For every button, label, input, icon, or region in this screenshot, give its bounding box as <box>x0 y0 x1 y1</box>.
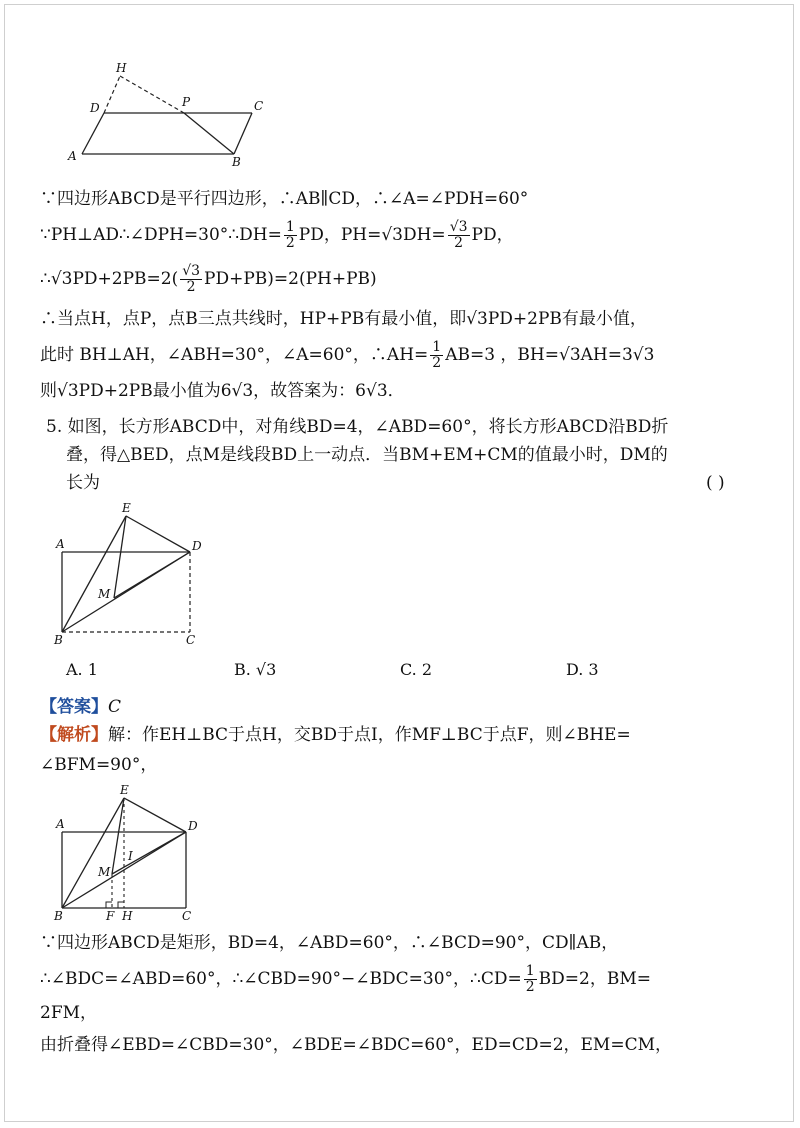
analysis-line-1: 【解析】解：作EH⊥BC于点H，交BD于点I，作MF⊥BC于点F，则∠BHE= <box>40 725 631 745</box>
prev-line-6: 则√3PD+2PB最小值为6√3，故答案为：6√3． <box>40 381 405 401</box>
fig3-label-i: I <box>128 849 133 863</box>
fig2-label-a: A <box>56 537 65 551</box>
fig2-label-c: C <box>186 633 196 647</box>
fig3-label-h: H <box>122 909 133 922</box>
prev-line-5: 此时 BH⊥AH，∠ABH=30°，∠A=60°，∴AH= $\frac{1}{2}$ AB=3 ，BH=√3AH=3√3 <box>40 339 655 371</box>
answer-tag: 【答案】 <box>40 697 108 717</box>
option-d[interactable]: D. 3 <box>566 660 599 679</box>
answer-blank: ( ) <box>706 473 725 493</box>
fig1-label-a: A <box>68 149 77 163</box>
fraction-half: $\frac{1}{2}$ <box>432 339 442 371</box>
answer-line <box>40 694 121 720</box>
solution-line-2: ∴∠BDC=∠ABD=60°，∴∠CBD=90°−∠BDC=30°，∴CD= $\frac{1}{2}$ BD=2，BM= <box>40 963 651 995</box>
solution-line-1: ∵四边形ABCD是矩形，BD=4，∠ABD=60°，∴∠BCD=90°，CD∥AB， <box>40 933 619 953</box>
figure-folded-rectangle <box>50 500 220 650</box>
solution-line-4: 由折叠得∠EBD=∠CBD=30°，∠BDE=∠BDC=60°，ED=CD=2，EM=CM， <box>40 1035 672 1055</box>
fraction-half: $\frac{1}{2}$ <box>285 219 295 251</box>
fig2-label-d: D <box>192 539 202 553</box>
fig1-label-c: C <box>254 99 264 113</box>
fig3-label-a: A <box>56 817 65 831</box>
question-number: 5. <box>46 417 63 437</box>
prev-line-2: ∵PH⊥AD∴∠DPH=30°∴DH= $\frac{1}{2}$ PD，PH=√3DH= $\frac{√3}{2}$ PD， <box>40 219 514 251</box>
fraction-root3-over-2: $\frac{√3}{2}$ <box>449 219 468 251</box>
fig1-label-p: P <box>182 95 191 109</box>
fig2-label-e: E <box>122 501 131 515</box>
fig3-label-c: C <box>182 909 192 922</box>
figure-parallelogram <box>60 58 280 168</box>
fraction-root3-over-2: $\frac{√3}{2}$ <box>182 263 201 295</box>
answer-value: C <box>108 697 122 717</box>
fig3-label-b: B <box>54 909 63 922</box>
fig3-label-d: D <box>188 819 198 833</box>
prev-line-4: ∴当点H，点P，点B三点共线时，HP+PB有最小值，即√3PD+2PB有最小值， <box>40 309 647 329</box>
fig1-label-b: B <box>232 155 241 168</box>
fig2-label-m: M <box>98 587 111 601</box>
figure-construction <box>50 782 220 922</box>
prev-line-3: ∴√3PD+2PB=2( $\frac{√3}{2}$ PD+PB)=2(PH+PB) <box>40 263 377 295</box>
analysis-line-2: ∠BFM=90°， <box>40 755 158 775</box>
option-b[interactable]: B. √3 <box>234 660 277 679</box>
fig2-label-b: B <box>54 633 63 647</box>
fraction-half: $\frac{1}{2}$ <box>525 963 535 995</box>
question-line-1: 5. 如图，长方形ABCD中，对角线BD=4，∠ABD=60°，将长方形ABCD沿BD折 <box>46 417 669 437</box>
prev-line-1: ∵四边形ABCD是平行四边形，∴AB∥CD，∴∠A=∠PDH=60° <box>40 189 529 209</box>
fig1-label-h: H <box>116 61 127 75</box>
fig3-label-e: E <box>120 783 129 797</box>
solution-line-3: 2FM， <box>40 1003 98 1023</box>
fig1-label-d: D <box>90 101 100 115</box>
analysis-tag: 【解析】 <box>40 725 108 745</box>
fig3-label-m: M <box>98 865 111 879</box>
question-line-3: 长为 <box>66 473 100 493</box>
fig3-label-f: F <box>106 909 115 922</box>
option-a[interactable]: A. 1 <box>66 660 98 679</box>
option-c[interactable]: C. 2 <box>400 660 433 679</box>
question-line-2: 叠，得△BED，点M是线段BD上一动点．当BM+EM+CM的值最小时，DM的 <box>66 445 668 465</box>
